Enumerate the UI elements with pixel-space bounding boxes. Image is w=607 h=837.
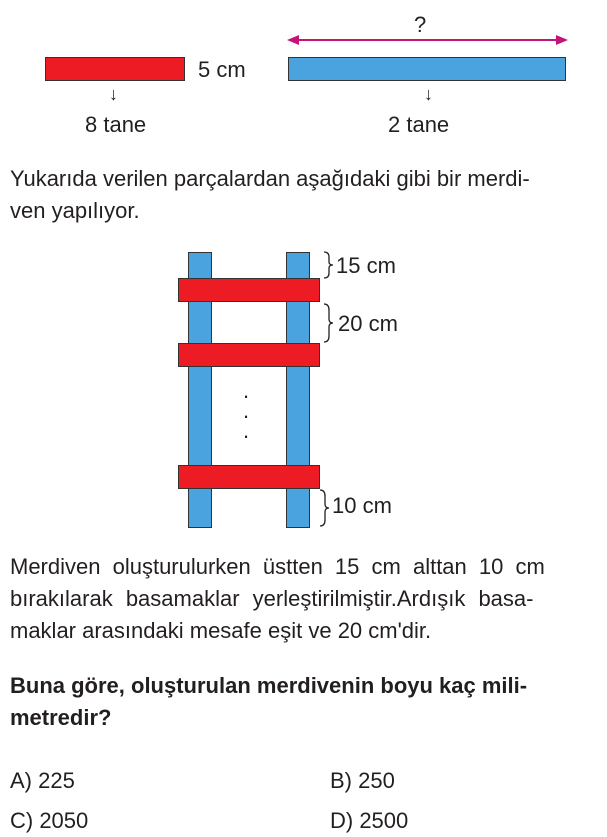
top-gap-brace-icon (322, 251, 334, 279)
blue-stick (288, 57, 566, 81)
step-gap-brace-icon (322, 303, 334, 343)
red-stick-count: 8 tane (85, 112, 147, 137)
question-line-2: metredir? (10, 705, 112, 730)
desc-line-3: maklar arasındaki mesafe eşit ve 20 cm'dir. (10, 618, 432, 643)
bottom-gap-brace-icon (318, 489, 330, 527)
intro-line-2: ven yapılıyor. (10, 198, 140, 223)
description-text (10, 551, 600, 647)
ladder-step-2 (178, 343, 320, 367)
question-text (10, 670, 600, 734)
intro-text (10, 163, 600, 227)
top-gap-label: 15 cm (336, 253, 396, 278)
unknown-length-mark: ? (414, 12, 427, 37)
option-b[interactable]: B) 250 (330, 768, 395, 793)
option-c[interactable]: C) 2050 (10, 808, 89, 833)
option-d[interactable]: D) 2500 (330, 808, 409, 833)
ladder-step-1 (178, 278, 320, 302)
option-a[interactable]: A) 225 (10, 768, 75, 793)
question-line-1: Buna göre, oluşturulan merdivenin boyu kaç mili- (10, 673, 528, 698)
blue-stick-count: 2 tane (388, 112, 450, 137)
ladder-step-last (178, 465, 320, 489)
ladder-dots: · · · (242, 383, 250, 448)
red-stick-length: 5 cm (198, 57, 246, 82)
intro-line-1: Yukarıda verilen parçalardan aşağıdaki gibi bir merdi- (10, 166, 530, 191)
red-stick (45, 57, 185, 81)
blue-length-arrow-icon (285, 30, 570, 50)
desc-line-2: bırakılarak basamaklar yerleştirilmiştir.Ardışık basa- (10, 586, 534, 611)
desc-line-1: Merdiven oluşturulurken üstten 15 cm alttan 10 cm (10, 554, 545, 579)
bottom-gap-label: 10 cm (332, 493, 392, 518)
step-gap-label: 20 cm (338, 311, 398, 336)
blue-down-arrow-icon: ↓ (424, 84, 433, 104)
red-down-arrow-icon: ↓ (109, 84, 118, 104)
